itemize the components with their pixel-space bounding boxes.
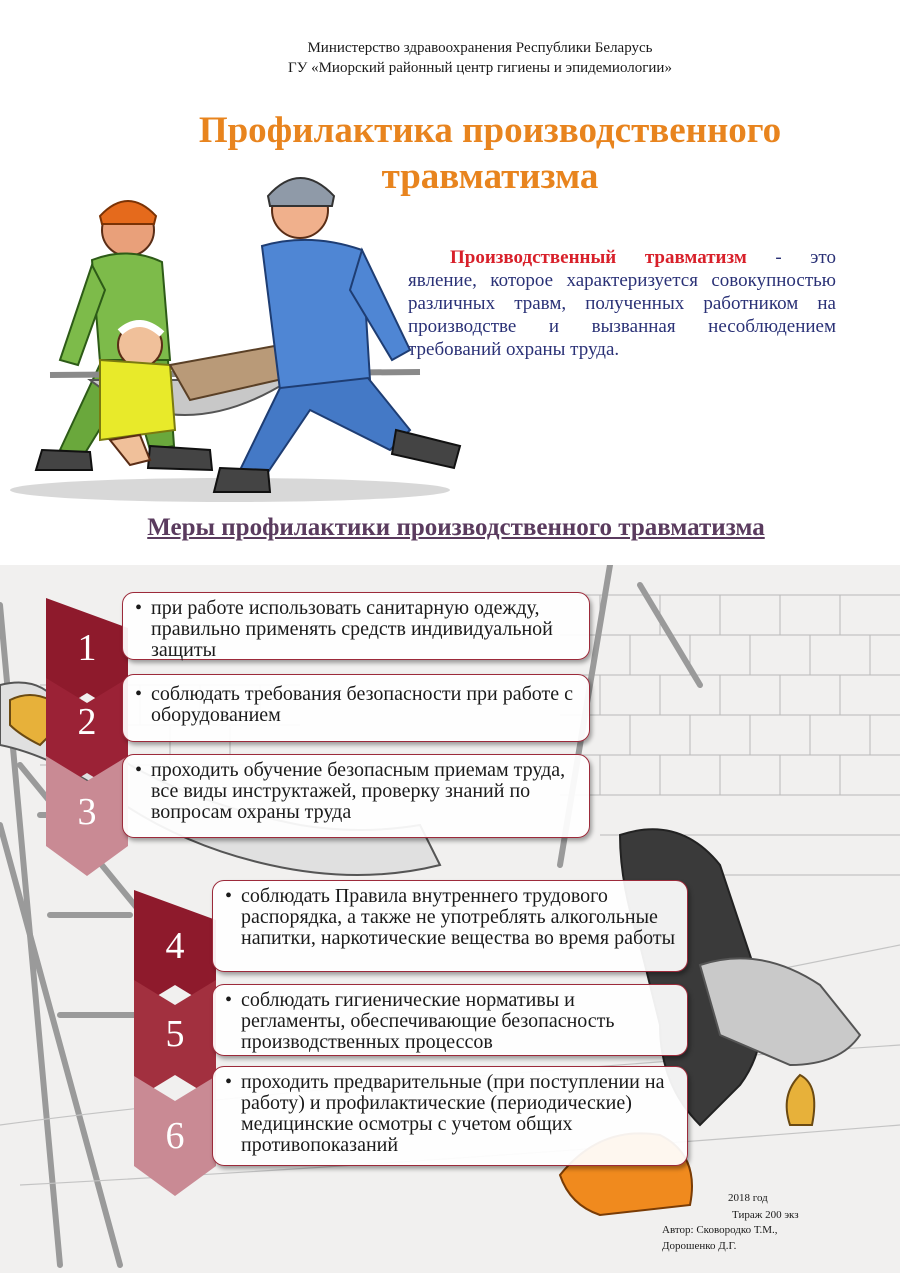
measure-box <box>212 1066 688 1166</box>
item-number: 6 <box>165 1115 185 1157</box>
bullet: • <box>135 683 143 705</box>
footer-authors-1: Автор: Сковородко Т.М., <box>662 1224 778 1236</box>
definition-paragraph <box>408 246 836 361</box>
ministry-name: Министерство здравоохранения Республики Беларусь <box>307 40 653 56</box>
measure-text: проходить обучение безопасным приемам труда, все виды инструктажей, проверку знаний по вопросам охраны труда <box>151 759 566 823</box>
bullet: • <box>225 1071 233 1093</box>
definition-text: - это явление, которое характеризуется совокупностью различных травм, полученных работником на производстве и вызванная несоблюдением требований охраны труда. <box>408 247 836 360</box>
measure-text: проходить предварительные (при поступлении на работу) и профилактические (периодические) медицинские осмотры с учетом общих противопоказаний <box>241 1071 665 1156</box>
measure-box <box>122 754 590 838</box>
page-title-line-2: травматизма <box>381 156 599 197</box>
item-number: 5 <box>165 1013 185 1055</box>
center-name: ГУ «Миорский районный центр гигиены и эпидемиологии» <box>288 60 672 76</box>
bullet: • <box>135 597 143 619</box>
bullet: • <box>225 989 233 1011</box>
section-title: Меры профилактики производственного травматизма <box>147 514 765 541</box>
measure-text: соблюдать требования безопасности при работе с оборудованием <box>151 683 574 726</box>
page-title-line-1: Профилактика производственного <box>198 110 782 151</box>
footer-year: 2018 год <box>728 1192 768 1204</box>
item-number: 3 <box>77 791 97 833</box>
measure-text: соблюдать гигиенические нормативы и регламенты, обеспечивающие безопасность производственных процессов <box>241 989 615 1053</box>
measure-box <box>122 674 590 742</box>
measure-box <box>122 592 590 660</box>
bullet: • <box>225 885 233 907</box>
measure-box <box>212 880 688 972</box>
footer-authors-2: Дорошенко Д.Г. <box>662 1240 737 1252</box>
measure-text: соблюдать Правила внутреннего трудового распорядка, а также не употреблять алкогольные напитки, наркотические вещества во время работы <box>241 885 676 949</box>
item-number: 1 <box>77 627 97 669</box>
item-number: 4 <box>165 925 185 967</box>
definition-term: Производственный травматизм <box>450 247 747 268</box>
footer-print-run: Тираж 200 экз <box>732 1209 799 1221</box>
measure-text: при работе использовать санитарную одежду, правильно применять средств индивидуальной защиты <box>151 597 553 661</box>
measure-box <box>212 984 688 1056</box>
item-number: 2 <box>77 701 97 743</box>
bullet: • <box>135 759 143 781</box>
